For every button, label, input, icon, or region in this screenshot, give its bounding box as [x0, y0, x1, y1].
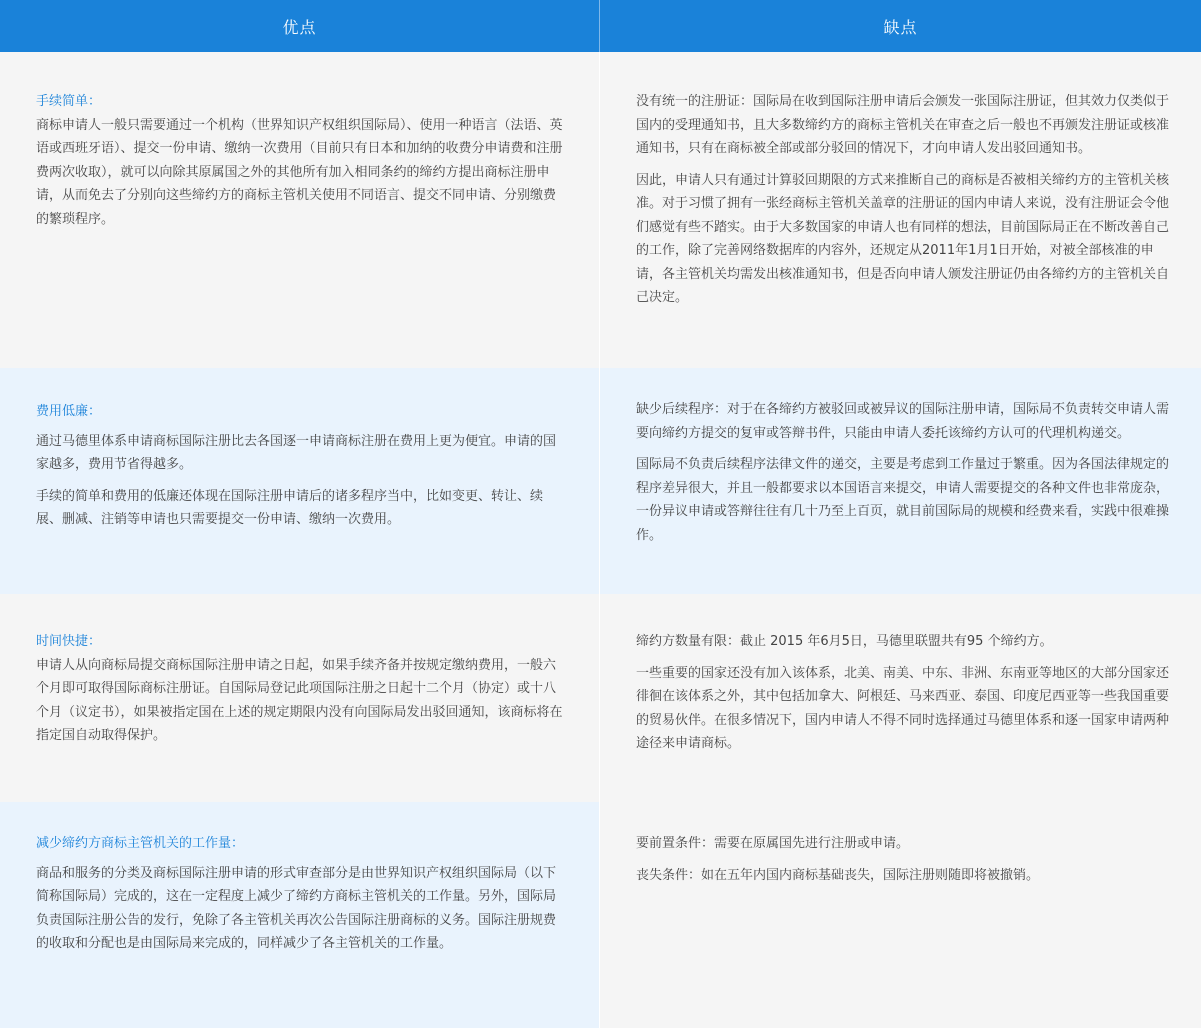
pro-text: 申请人从向商标局提交商标国际注册申请之日起，如果手续齐备并按规定缴纳费用，一般六个月即可取得国际商标注册证。自国际局登记此项国际注册之日起十二个月（协定）或十八个月（议定书），如果被指定国在上述的规定期限内没有向国际局发出驳回通知，该商标将在指定国自动取得保护。 [36, 657, 563, 743]
con-cell-4 [600, 802, 1201, 1028]
pro-text: 商品和服务的分类及商标国际注册申请的形式审查部分是由世界知识产权组织国际局（以下简称国际局）完成的，这在一定程度上减少了缔约方商标主管机关的工作量。另外，国际局负责国际注册公告的发行，免除了各主管机关再次公告国际注册商标的义务。国际注册规费的收取和分配也是由国际局来完成的，同样减少了各主管机关的工作量。 [36, 865, 557, 951]
con-text: 缔约方数量有限：截止 2015 年6月5日，马德里联盟共有95 个缔约方。 [636, 634, 1053, 649]
con-text: 缺少后续程序：对于在各缔约方被驳回或被异议的国际注册申请，国际局不负责转交申请人需要向缔约方提交的复审或答辩书件，只能由申请人委托该缔约方认可的代理机构递交。 [636, 402, 1170, 441]
pro-title: 时间快捷： [36, 634, 102, 649]
con-text: 没有统一的注册证：国际局在收到国际注册申请后会颁发一张国际注册证，但其效力仅类似于国内的受理通知书，且大多数缔约方的商标主管机关在审查之后一般也不再颁发注册证或核准通知书，只有在商标被全部或部分驳回的情况下，才向申请人发出驳回通知书。 [636, 94, 1170, 156]
header-pros [0, 0, 600, 52]
con-cell-1 [600, 52, 1201, 368]
con-text: 一些重要的国家还没有加入该体系，北美、南美、中东、非洲、东南亚等地区的大部分国家还徘徊在该体系之外，其中包括加拿大、阿根廷、马来西亚、泰国、印度尼西亚等一些我国重要的贸易伙伴。在很多情况下，国内申请人不得不同时选择通过马德里体系和逐一国家申请两种途径来申请商标。 [636, 665, 1170, 751]
con-text: 要前置条件：需要在原属国先进行注册或申请。 [636, 836, 910, 851]
con-cell-3 [600, 594, 1201, 802]
pro-cell-3 [0, 594, 600, 802]
header-cons [600, 0, 1201, 52]
pro-title: 减少缔约方商标主管机关的工作量： [36, 836, 245, 851]
pro-text: 商标申请人一般只需要通过一个机构（世界知识产权组织国际局）、使用一种语言（法语、英语或西班牙语）、提交一份申请、缴纳一次费用（目前只有日本和加纳的收费分申请费和注册费两次收取），就可以向除其原属国之外的其他所有加入相同条约的缔约方提出商标注册申请，从而免去了分别向这些缔约方的商标主管机关使用不同语言、提交不同申请、分别缴费的繁琐程序。 [36, 117, 563, 227]
con-text: 因此，申请人只有通过计算驳回期限的方式来推断自己的商标是否被相关缔约方的主管机关核准。对于习惯了拥有一张经商标主管机关盖章的注册证的国内申请人来说，没有注册证会令他们感觉有些不踏实。由于大多数国家的申请人也有同样的想法，目前国际局正在不断改善自己的工作，除了完善网络数据库的内容外，还规定从2011年1月1日开始，对被全部核准的申请，各主管机关均需发出核准通知书，但是否向申请人颁发注册证仍由各缔约方的主管机关自己决定。 [636, 172, 1170, 305]
pro-cell-2 [0, 368, 600, 594]
pro-text: 手续的简单和费用的低廉还体现在国际注册申请后的诸多程序当中，比如变更、转让、续展、删减、注销等申请也只需要提交一份申请、缴纳一次费用。 [36, 488, 544, 527]
con-cell-2 [600, 368, 1201, 594]
header-cons-label: 缺点 [883, 17, 918, 37]
con-text: 丧失条件：如在五年内国内商标基础丧失，国际注册则随即将被撤销。 [636, 867, 1040, 883]
pro-title: 费用低廉： [36, 404, 102, 419]
con-text: 国际局不负责后续程序法律文件的递交，主要是考虑到工作量过于繁重。因为各国法律规定的程序差异很大，并且一般都要求以本国语言来提交，申请人需要提交的各种文件也非常庞杂，一份异议申请或答辩往往有几十乃至上百页，就目前国际局的规模和经费来看，实践中很难操作。 [636, 457, 1170, 543]
pro-title: 手续简单： [36, 94, 102, 109]
header-pros-label: 优点 [282, 17, 317, 37]
pro-cell-4 [0, 802, 600, 1028]
pro-cell-1 [0, 52, 600, 368]
pro-text: 通过马德里体系申请商标国际注册比去各国逐一申请商标注册在费用上更为便宜。申请的国家越多，费用节省得越多。 [36, 433, 557, 472]
